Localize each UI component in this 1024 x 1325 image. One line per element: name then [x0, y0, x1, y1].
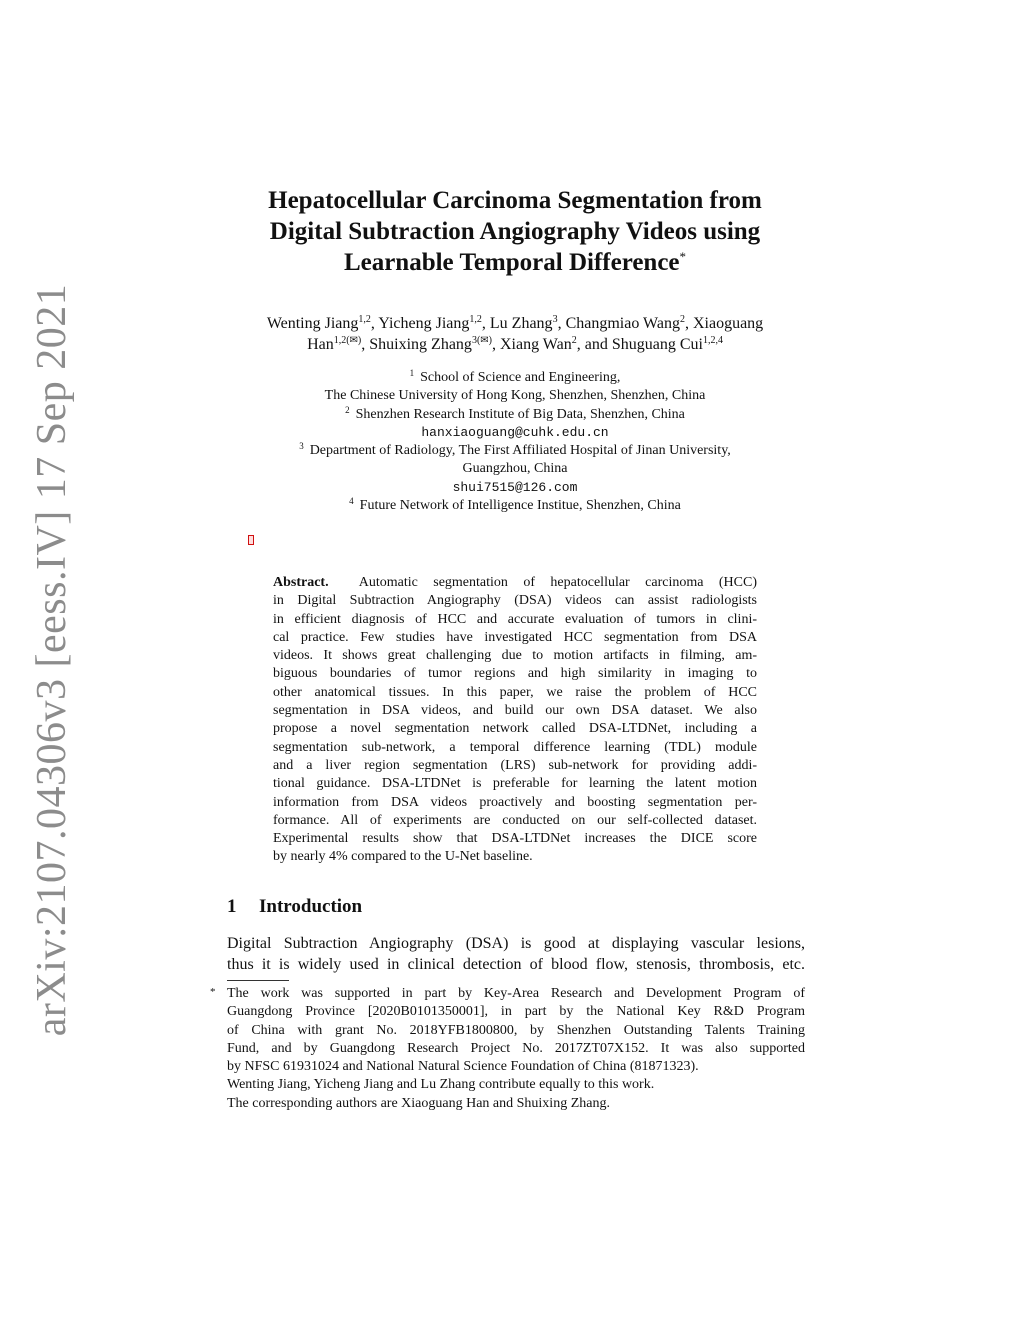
- affiliation-line: [200, 497, 830, 515]
- abstract-line: propose a novel segmentation network called DSA-LTDNet, including a: [273, 721, 757, 737]
- section-title: Introduction: [259, 896, 363, 917]
- author-name: Lu Zhang: [489, 315, 553, 332]
- abstract-line: tional guidance. DSA-LTDNet is preferable for learning the latent motion: [273, 776, 757, 792]
- affiliation-text: School of Science and Engineering,: [420, 370, 621, 385]
- title-line: Digital Subtraction Angiography Videos using: [269, 218, 761, 245]
- author-affil: 1,2: [469, 314, 482, 325]
- footnote-line: Guangdong Province [2020B0101350001], in part by the National Key R&D Program: [227, 1004, 805, 1020]
- footnote-divider: [227, 980, 289, 981]
- author-affil: 1,2: [358, 314, 371, 325]
- affiliation-text: Department of Radiology, The First Affiliated Hospital of Jinan University,: [309, 443, 731, 459]
- affiliation-line: Guangzhou, China: [462, 461, 568, 477]
- author-name: Han: [307, 336, 334, 353]
- abstract-line: formance. All of experiments are conducted on our self-collected dataset.: [273, 812, 757, 828]
- title-line-text: Learnable Temporal Difference: [343, 249, 680, 276]
- abstract-line: other anatomical tissues. In this paper, we raise the problem of HCC: [273, 684, 757, 700]
- arxiv-stamp-text[interactable]: arXiv:2107.04306v3 [eess.IV] 17 Sep 2021: [29, 283, 75, 1037]
- affiliation-line: [200, 406, 830, 424]
- abstract-line: segmentation sub-network, a temporal difference learning (TDL) module: [273, 739, 757, 755]
- affiliation-text: Future Network of Intelligence Institue, Shenzhen, China: [359, 498, 681, 514]
- affiliation-list: [200, 369, 830, 515]
- affiliation-number: 3: [299, 441, 304, 452]
- body-line: thus it is widely used in clinical detection of blood flow, stenosis, thrombosis, etc.: [227, 955, 805, 973]
- abstract-line: segmentation in DSA videos, and build our own DSA dataset. We also: [273, 703, 757, 719]
- paper-title: [200, 185, 830, 278]
- intro-paragraph: [227, 934, 805, 975]
- abstract-line: by nearly 4% compared to the U-Net baseline.: [273, 849, 533, 865]
- affiliation-number: 1: [409, 368, 415, 378]
- abstract-line: in efficient diagnosis of HCC and accurate evaluation of tumors in clini-: [273, 611, 757, 627]
- author-name: Shuixing Zhang: [369, 336, 472, 353]
- title-line: Hepatocellular Carcinoma Segmentation from: [268, 187, 762, 214]
- author-name: and Shuguang Cui: [584, 336, 703, 353]
- author-name: Wenting Jiang: [266, 315, 359, 332]
- abstract-line: information from DSA videos proactively and boosting segmentation per-: [273, 794, 757, 810]
- abstract-label: Abstract.: [273, 575, 329, 590]
- author-name: Changmiao Wang: [565, 315, 680, 332]
- abstract-line: biguous boundaries of tumor regions and high similarity in imaging to: [273, 666, 757, 682]
- affiliation-number: 4: [349, 496, 354, 507]
- title-line: [200, 247, 830, 278]
- author-name: Yicheng Jiang: [378, 315, 470, 332]
- email-link[interactable]: shui7515@126.com: [452, 479, 578, 495]
- affiliation-line: The Chinese University of Hong Kong, Shenzhen, Shenzhen, China: [324, 388, 706, 404]
- abstract-line: videos. It shows great challenging due to motion artifacts in filming, am-: [273, 648, 757, 664]
- abstract-line: in Digital Subtraction Angiography (DSA) videos can assist radiologists: [273, 593, 757, 609]
- footnote-line: The work was supported in part by Key-Area Research and Development Program of: [227, 986, 805, 1001]
- footnote-line: Wenting Jiang, Yicheng Jiang and Lu Zhang contribute equally to this work.: [227, 1077, 655, 1093]
- link-marker[interactable]: [248, 535, 254, 545]
- abstract-line: and a liver region segmentation (LRS) sub-network for providing addi-: [273, 757, 757, 773]
- author-affil: 1,2,4: [702, 335, 723, 346]
- abstract-line: [273, 574, 757, 592]
- affiliation-line: [200, 369, 830, 387]
- author-affil: 3: [552, 314, 558, 325]
- author-affil: 1,2(✉): [333, 335, 362, 346]
- affiliation-text: Shenzhen Research Institute of Big Data, Shenzhen, China: [355, 406, 685, 422]
- footnote-line: of China with grant No. 2018YFB1800800, by Shenzhen Outstanding Talents Training: [227, 1022, 805, 1038]
- section-number: 1: [227, 896, 237, 917]
- abstract-line: Experimental results show that DSA-LTDNet increases the DICE score: [273, 831, 757, 847]
- abstract-line: cal practice. Few studies have investigated HCC segmentation from DSA: [273, 629, 757, 645]
- author-name: Xiang Wan: [499, 336, 572, 353]
- author-affil: 3(✉): [471, 335, 492, 346]
- author-name: Xiaoguang: [692, 315, 764, 332]
- author-line: Wenting Jiang$^{1,2}$, Yicheng Jiang$^{1,2}$, Lu Zhang$^3$, Changmiao Wang$^2$, Xiaoguang: [266, 314, 764, 332]
- author-line: Han$^{1,2(✉)}$, Shuixing Zhang$^{3(✉)}$, Xiang Wan$^2$, and Shuguang Cui$^{1,2,4}$: [307, 335, 723, 353]
- section-heading: [227, 896, 362, 918]
- abstract: [273, 574, 757, 867]
- author-affil: 2: [679, 314, 685, 325]
- footnote-line: by NFSC 61931024 and National Natural Science Foundation of China (81871323).: [227, 1059, 699, 1075]
- body-line: Digital Subtraction Angiography (DSA) is good at displaying vascular lesions,: [227, 935, 805, 952]
- author-affil: 2: [571, 335, 577, 346]
- affiliation-line: [200, 442, 830, 460]
- abstract-text: Automatic segmentation of hepatocellular carcinoma (HCC): [358, 575, 757, 590]
- footnote-mark: *: [210, 986, 216, 998]
- title-footnote-mark: *: [679, 249, 687, 264]
- footnote: [210, 985, 805, 1113]
- footnote-line: The corresponding authors are Xiaoguang Han and Shuixing Zhang.: [227, 1095, 610, 1111]
- affiliation-number: 2: [345, 404, 350, 415]
- author-list: [200, 313, 830, 355]
- footnote-line: Fund, and by Guangdong Research Project No. 2017ZT07X152. It was also supported: [227, 1040, 805, 1056]
- email-link[interactable]: hanxiaoguang@cuhk.edu.cn: [421, 424, 609, 440]
